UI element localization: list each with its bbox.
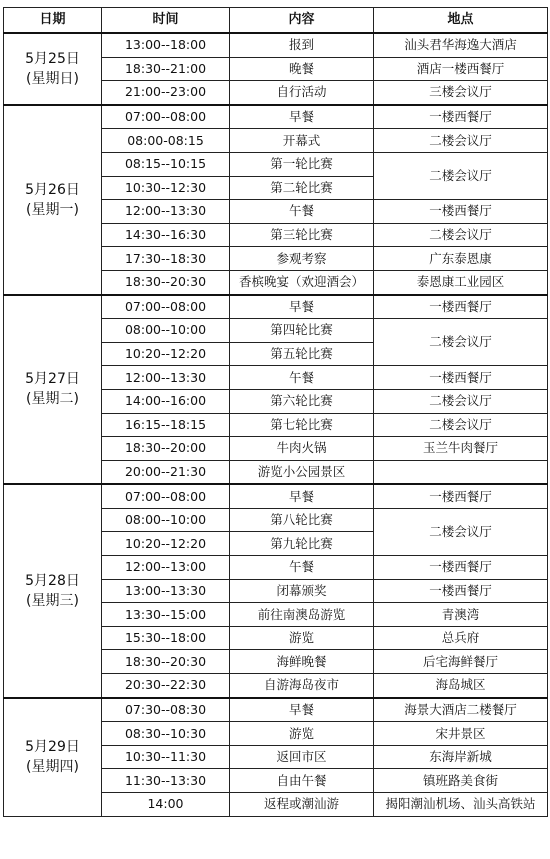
day-date: 5月28日 — [25, 572, 80, 589]
content-cell: 晚餐 — [230, 57, 374, 81]
place-cell: 二楼会议厅 — [374, 129, 548, 153]
place-cell: 二楼会议厅 — [374, 223, 548, 247]
time-cell: 18:30--20:30 — [102, 270, 230, 294]
time-cell: 10:20--12:20 — [102, 532, 230, 556]
header-time: 时间 — [102, 8, 230, 34]
day-weekday: (星期四) — [26, 759, 79, 776]
content-cell: 第七轮比赛 — [230, 413, 374, 437]
time-cell: 12:00--13:00 — [102, 556, 230, 580]
content-cell: 参观考察 — [230, 247, 374, 271]
time-cell: 08:00--10:00 — [102, 319, 230, 343]
content-cell: 早餐 — [230, 698, 374, 722]
place-cell: 二楼会议厅 — [374, 508, 548, 555]
place-cell: 总兵府 — [374, 626, 548, 650]
time-cell: 07:00--08:00 — [102, 105, 230, 129]
time-cell: 10:30--12:30 — [102, 176, 230, 200]
day-date-cell — [4, 105, 102, 295]
day-date: 5月25日 — [25, 50, 80, 67]
content-cell: 第六轮比赛 — [230, 389, 374, 413]
place-cell: 玉兰牛肉餐厅 — [374, 437, 548, 461]
content-cell: 返程或潮汕游 — [230, 793, 374, 817]
place-cell: 三楼会议厅 — [374, 81, 548, 105]
day-date-cell — [4, 33, 102, 105]
table-row — [4, 698, 548, 722]
content-cell: 午餐 — [230, 556, 374, 580]
content-cell: 第四轮比赛 — [230, 319, 374, 343]
content-cell: 第九轮比赛 — [230, 532, 374, 556]
day-date: 5月27日 — [25, 371, 80, 388]
time-cell: 20:30--22:30 — [102, 674, 230, 698]
table-row — [4, 484, 548, 508]
place-cell: 一楼西餐厅 — [374, 295, 548, 319]
content-cell: 游览 — [230, 722, 374, 746]
content-cell: 早餐 — [230, 295, 374, 319]
content-cell: 前往南澳岛游览 — [230, 603, 374, 627]
content-cell: 自行活动 — [230, 81, 374, 105]
time-cell: 07:00--08:00 — [102, 295, 230, 319]
place-cell — [374, 460, 548, 484]
place-cell: 一楼西餐厅 — [374, 105, 548, 129]
content-cell: 游览小公园景区 — [230, 460, 374, 484]
place-cell: 宋井景区 — [374, 722, 548, 746]
time-cell: 13:30--15:00 — [102, 603, 230, 627]
content-cell: 自游海岛夜市 — [230, 674, 374, 698]
table-row — [4, 105, 548, 129]
header-content: 内容 — [230, 8, 374, 34]
place-cell: 酒店一楼西餐厅 — [374, 57, 548, 81]
content-cell: 游览 — [230, 626, 374, 650]
day-date: 5月26日 — [25, 181, 80, 198]
day-date-cell — [4, 295, 102, 485]
day-weekday: (星期三) — [26, 592, 79, 609]
time-cell: 15:30--18:00 — [102, 626, 230, 650]
content-cell: 第五轮比赛 — [230, 342, 374, 366]
time-cell: 12:00--13:30 — [102, 200, 230, 224]
place-cell: 一楼西餐厅 — [374, 556, 548, 580]
time-cell: 21:00--23:00 — [102, 81, 230, 105]
day-weekday: (星期日) — [26, 70, 79, 87]
time-cell: 12:00--13:30 — [102, 366, 230, 390]
time-cell: 13:00--13:30 — [102, 579, 230, 603]
place-cell: 东海岸新城 — [374, 745, 548, 769]
schedule-body — [4, 33, 548, 816]
place-cell: 二楼会议厅 — [374, 319, 548, 366]
header-place: 地点 — [374, 8, 548, 34]
time-cell: 08:00-08:15 — [102, 129, 230, 153]
time-cell: 14:00--16:00 — [102, 389, 230, 413]
day-date-cell — [4, 698, 102, 816]
content-cell: 开幕式 — [230, 129, 374, 153]
content-cell: 返回市区 — [230, 745, 374, 769]
place-cell: 海岛城区 — [374, 674, 548, 698]
time-cell: 08:00--10:00 — [102, 508, 230, 532]
time-cell: 08:15--10:15 — [102, 152, 230, 176]
table-header-row — [4, 8, 548, 34]
time-cell: 17:30--18:30 — [102, 247, 230, 271]
place-cell: 青澳湾 — [374, 603, 548, 627]
time-cell: 11:30--13:30 — [102, 769, 230, 793]
content-cell: 第一轮比赛 — [230, 152, 374, 176]
day-date-cell — [4, 484, 102, 697]
day-date: 5月29日 — [25, 739, 80, 756]
place-cell: 一楼西餐厅 — [374, 579, 548, 603]
place-cell: 泰恩康工业园区 — [374, 270, 548, 294]
place-cell: 一楼西餐厅 — [374, 484, 548, 508]
day-weekday: (星期一) — [26, 201, 79, 218]
content-cell: 自由午餐 — [230, 769, 374, 793]
content-cell: 早餐 — [230, 105, 374, 129]
schedule-table — [3, 7, 548, 817]
time-cell: 18:30--21:00 — [102, 57, 230, 81]
header-date: 日期 — [4, 8, 102, 34]
content-cell: 闭幕颁奖 — [230, 579, 374, 603]
time-cell: 14:00 — [102, 793, 230, 817]
place-cell: 广东泰恩康 — [374, 247, 548, 271]
place-cell: 后宅海鲜餐厅 — [374, 650, 548, 674]
place-cell: 汕头君华海逸大酒店 — [374, 33, 548, 57]
content-cell: 午餐 — [230, 366, 374, 390]
content-cell: 香槟晚宴（欢迎酒会） — [230, 270, 374, 294]
place-cell: 二楼会议厅 — [374, 152, 548, 199]
time-cell: 20:00--21:30 — [102, 460, 230, 484]
place-cell: 揭阳潮汕机场、汕头高铁站 — [374, 793, 548, 817]
place-cell: 一楼西餐厅 — [374, 200, 548, 224]
content-cell: 报到 — [230, 33, 374, 57]
content-cell: 牛肉火锅 — [230, 437, 374, 461]
time-cell: 14:30--16:30 — [102, 223, 230, 247]
place-cell: 二楼会议厅 — [374, 389, 548, 413]
place-cell: 海景大酒店二楼餐厅 — [374, 698, 548, 722]
content-cell: 第三轮比赛 — [230, 223, 374, 247]
time-cell: 07:00--08:00 — [102, 484, 230, 508]
content-cell: 第二轮比赛 — [230, 176, 374, 200]
time-cell: 18:30--20:30 — [102, 650, 230, 674]
content-cell: 海鲜晚餐 — [230, 650, 374, 674]
content-cell: 第八轮比赛 — [230, 508, 374, 532]
content-cell: 午餐 — [230, 200, 374, 224]
time-cell: 13:00--18:00 — [102, 33, 230, 57]
table-row — [4, 295, 548, 319]
place-cell: 二楼会议厅 — [374, 413, 548, 437]
time-cell: 10:20--12:20 — [102, 342, 230, 366]
time-cell: 16:15--18:15 — [102, 413, 230, 437]
place-cell: 一楼西餐厅 — [374, 366, 548, 390]
day-weekday: (星期二) — [26, 391, 79, 408]
place-cell: 镇班路美食街 — [374, 769, 548, 793]
time-cell: 07:30--08:30 — [102, 698, 230, 722]
content-cell: 早餐 — [230, 484, 374, 508]
time-cell: 08:30--10:30 — [102, 722, 230, 746]
time-cell: 10:30--11:30 — [102, 745, 230, 769]
time-cell: 18:30--20:00 — [102, 437, 230, 461]
table-row — [4, 33, 548, 57]
